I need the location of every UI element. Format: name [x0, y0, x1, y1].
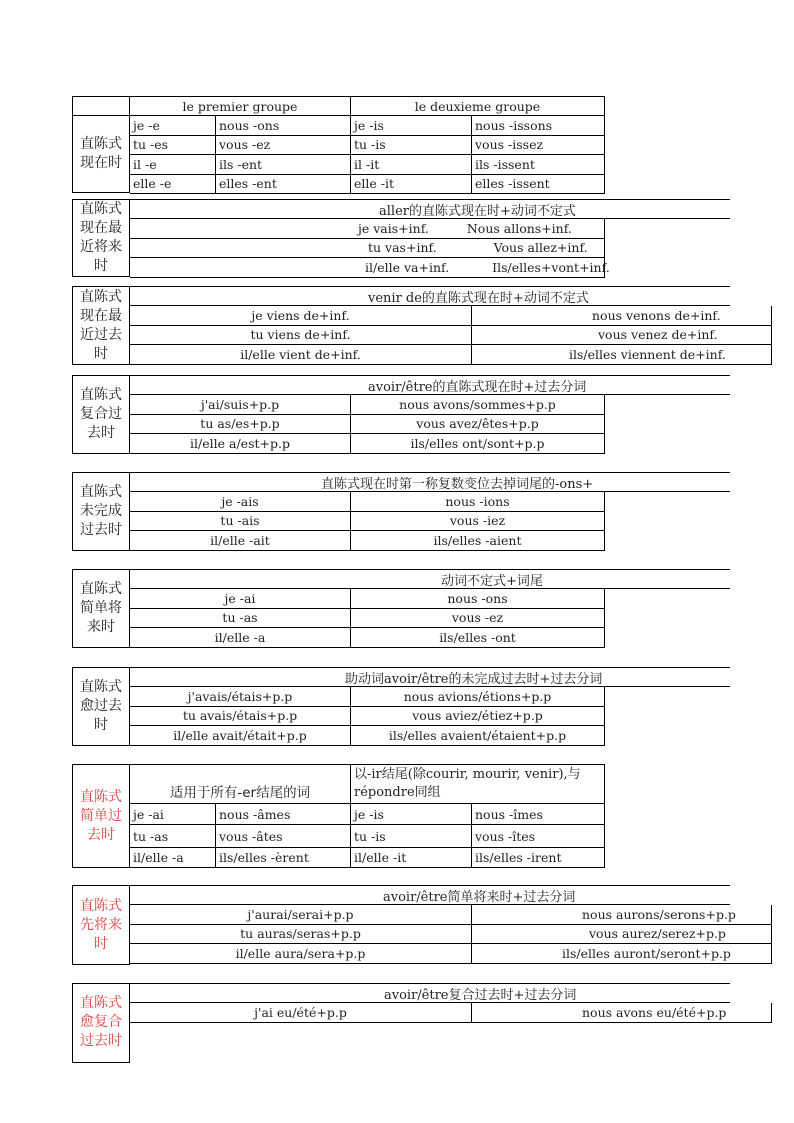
cell: il/elle -a	[130, 848, 216, 868]
cell: vous -ez	[216, 136, 351, 156]
cell: il/elle avait/était+p.p	[130, 726, 351, 746]
cell-text: je vais+inf.	[358, 220, 429, 236]
cell: il/elle aura/sera+p.p	[130, 944, 472, 964]
cell: nous -issons	[472, 116, 605, 136]
cell: ils/elles avaient/étaient+p.p	[351, 726, 605, 746]
cell: elles -issent	[472, 175, 605, 195]
cell: nous avions/étions+p.p	[351, 687, 605, 707]
cell-text: Ils/elles+vont+inf.	[492, 259, 610, 275]
header-cell: 以-ir结尾(除courir, mourir, venir),与répondre同组	[351, 764, 605, 804]
cell: nous -ons	[216, 116, 351, 136]
cell: ils/elles viennent de+inf.	[472, 345, 772, 365]
block-label: 直陈式先将来时	[72, 885, 130, 965]
cell-text: il/elle va+inf.	[365, 259, 450, 275]
cell: il/elle vient de+inf.	[130, 345, 472, 365]
cell: vous -iez	[351, 512, 605, 532]
block-label: 直陈式复合过去时	[72, 375, 130, 454]
cell: vous -issez	[472, 136, 605, 156]
print-area	[72, 0, 736, 1049]
block-title: venir de的直陈式现在时+动词不定式	[130, 286, 730, 306]
cell: vous aviez/étiez+p.p	[351, 707, 605, 727]
cell: je -is	[351, 804, 472, 825]
cell: il -e	[130, 155, 216, 175]
cell: vous -ez	[351, 609, 605, 629]
header-cell: 适用于所有-er结尾的词	[130, 764, 351, 804]
block-label: 直陈式愈过去时	[72, 667, 130, 746]
cell: je -ais	[130, 492, 351, 512]
cell-text: Vous allez+inf.	[493, 240, 588, 256]
block-title: 直陈式现在时第一称复数变位去掉词尾的-ons+	[130, 472, 730, 492]
block-title: avoir/être复合过去时+过去分词	[130, 983, 730, 1003]
block-label: 直陈式愈复合过去时	[72, 983, 130, 1063]
cell: ils/elles -aient	[351, 531, 605, 551]
cell: nous venons de+inf.	[472, 306, 772, 326]
header-cell: le deuxieme groupe	[351, 96, 605, 116]
cell: il/elle a/est+p.p	[130, 434, 351, 454]
cell: je -is	[351, 116, 472, 136]
cell: nous avons/sommes+p.p	[351, 395, 605, 415]
block-label: 直陈式未完成过去时	[72, 472, 130, 551]
cell: j'avais/étais+p.p	[130, 687, 351, 707]
cell: ils -issent	[472, 155, 605, 175]
cell: nous -ons	[351, 589, 605, 609]
cell: tu as/es+p.p	[130, 415, 351, 435]
block-label: 直陈式简单过去时	[72, 764, 130, 868]
cell: tu -is	[351, 136, 472, 156]
cell: vous aurez/serez+p.p	[472, 925, 772, 945]
cell: il/elle -it	[351, 848, 472, 868]
block-label: 直陈式现在最近将来时	[72, 199, 130, 277]
cell	[130, 258, 610, 278]
block-title: 动词不定式+词尾	[130, 569, 730, 589]
cell: elle -e	[130, 175, 216, 195]
block-title: avoir/être的直陈式现在时+过去分词	[130, 375, 730, 395]
block-title: 助动词avoir/être的未完成过去时+过去分词	[130, 667, 730, 687]
cell: tu -as	[130, 825, 216, 848]
cell: vous -âtes	[216, 825, 351, 848]
cell: tu -as	[130, 609, 351, 629]
cell: nous -ions	[351, 492, 605, 512]
cell-text: tu vas+inf.	[368, 240, 437, 256]
block-label: 直陈式简单将来时	[72, 569, 130, 648]
block-title: avoir/être简单将来时+过去分词	[130, 885, 730, 905]
cell: vous venez de+inf.	[472, 326, 772, 346]
cell: j'ai eu/été+p.p	[130, 1003, 472, 1023]
cell: vous -îtes	[472, 825, 605, 848]
cell: nous aurons/serons+p.p	[472, 905, 772, 925]
cell: tu -ais	[130, 512, 351, 532]
cell	[130, 219, 605, 239]
block-label: 直陈式现在最近过去时	[72, 286, 130, 365]
cell: ils/elles -irent	[472, 848, 605, 868]
cell: il -it	[351, 155, 472, 175]
cell: nous avons eu/été+p.p	[472, 1003, 772, 1023]
cell: je viens de+inf.	[130, 306, 472, 326]
cell: elle -it	[351, 175, 472, 195]
cell: ils/elles ont/sont+p.p	[351, 434, 605, 454]
cell-text: Nous allons+inf.	[466, 220, 572, 236]
header-blank-cell	[72, 96, 130, 116]
cell: ils/elles -èrent	[216, 848, 351, 868]
block-title: aller的直陈式现在时+动词不定式	[130, 199, 730, 219]
cell: tu auras/seras+p.p	[130, 925, 472, 945]
cell: je -ai	[130, 589, 351, 609]
cell: j'aurai/serai+p.p	[130, 905, 472, 925]
cell: nous -âmes	[216, 804, 351, 825]
cell: tu -is	[351, 825, 472, 848]
cell: tu -es	[130, 136, 216, 156]
cell: tu viens de+inf.	[130, 326, 472, 346]
cell: j'ai/suis+p.p	[130, 395, 351, 415]
cell: il/elle -a	[130, 628, 351, 648]
block-label: 直陈式现在时	[72, 115, 130, 193]
cell: il/elle -ait	[130, 531, 351, 551]
cell: ils/elles auront/seront+p.p	[472, 944, 772, 964]
cell: je -ai	[130, 804, 216, 825]
cell: ils -ent	[216, 155, 351, 175]
cell: vous avez/êtes+p.p	[351, 415, 605, 435]
cell: elles -ent	[216, 175, 351, 195]
cell: nous -îmes	[472, 804, 605, 825]
cell	[130, 239, 605, 259]
cell: je -e	[130, 116, 216, 136]
cell: ils/elles -ont	[351, 628, 605, 648]
header-cell: le premier groupe	[130, 96, 351, 116]
cell: tu avais/étais+p.p	[130, 707, 351, 727]
